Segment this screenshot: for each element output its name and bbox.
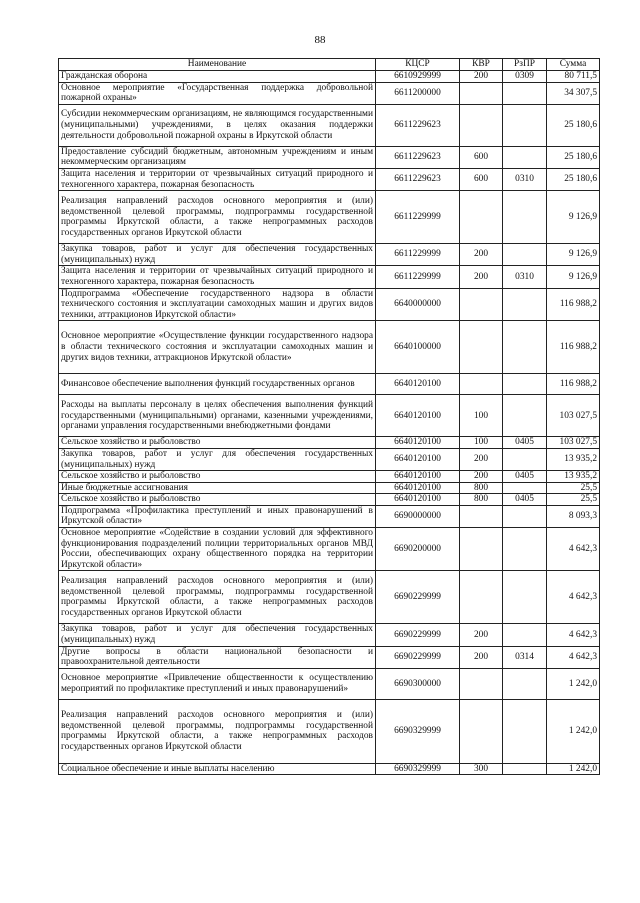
- table-row: [59, 494, 600, 506]
- cell-rzpr: [503, 244, 547, 266]
- cell-name: Основное мероприятие «Государственная поддержка добровольной пожарной охраны»: [59, 82, 376, 104]
- cell-sum: 25 180,6: [547, 146, 600, 168]
- cell-kvr: 200: [460, 71, 503, 83]
- table-row: [59, 168, 600, 190]
- cell-kvr: [460, 374, 503, 395]
- table-row: [59, 104, 600, 146]
- cell-kcsr: 6611229623: [376, 104, 460, 146]
- cell-rzpr: [503, 146, 547, 168]
- table-row: [59, 471, 600, 483]
- cell-name: Подпрограмма «Обеспечение государственного надзора в области технического состояния и эксплуатации самоходных машин и других видов техники, аттракционов Иркутской области»: [59, 288, 376, 321]
- cell-name: Защита населения и территории от чрезвычайных ситуаций природного и техногенного характера, пожарная безопасность: [59, 168, 376, 190]
- cell-name: Основное мероприятие «Привлечение общественности к осуществлению мероприятий по профилактике преступлений и иных правонарушений»: [59, 668, 376, 699]
- cell-name: Реализация направлений расходов основного мероприятия и (или) ведомственной целевой программы, подпрограммы государственной программы Иркутской области, а также непрограммных расходов государственных органов Иркутской области: [59, 699, 376, 763]
- cell-sum: 4 642,3: [547, 571, 600, 624]
- cell-sum: 25 180,6: [547, 168, 600, 190]
- table-row: [59, 244, 600, 266]
- header-name: Наименование: [59, 59, 376, 71]
- cell-kcsr: 6611200000: [376, 82, 460, 104]
- cell-kcsr: 6611229999: [376, 266, 460, 288]
- cell-rzpr: [503, 763, 547, 775]
- cell-kvr: 200: [460, 471, 503, 483]
- cell-name: Сельское хозяйство и рыболовство: [59, 437, 376, 449]
- cell-kvr: [460, 104, 503, 146]
- cell-kcsr: 6640120100: [376, 374, 460, 395]
- cell-rzpr: [503, 668, 547, 699]
- cell-kvr: 100: [460, 395, 503, 437]
- cell-kcsr: 6640120100: [376, 471, 460, 483]
- cell-sum: 1 242,0: [547, 668, 600, 699]
- cell-rzpr: [503, 448, 547, 470]
- cell-kvr: 200: [460, 646, 503, 668]
- cell-kcsr: 6640120100: [376, 437, 460, 449]
- cell-sum: 9 126,9: [547, 266, 600, 288]
- cell-kcsr: 6690000000: [376, 505, 460, 527]
- cell-kvr: 600: [460, 168, 503, 190]
- cell-name: Гражданская оборона: [59, 71, 376, 83]
- cell-rzpr: [503, 82, 547, 104]
- table-row: [59, 395, 600, 437]
- cell-name: Защита населения и территории от чрезвычайных ситуаций природного и техногенного характера, пожарная безопасность: [59, 266, 376, 288]
- table-row: [59, 288, 600, 321]
- table-row: [59, 146, 600, 168]
- table-row: [59, 763, 600, 775]
- cell-sum: 8 093,3: [547, 505, 600, 527]
- cell-kcsr: 6640120100: [376, 395, 460, 437]
- cell-sum: 103 027,5: [547, 437, 600, 449]
- cell-kvr: [460, 321, 503, 374]
- cell-kvr: 800: [460, 482, 503, 494]
- cell-rzpr: [503, 191, 547, 244]
- cell-sum: 4 642,3: [547, 528, 600, 571]
- cell-rzpr: [503, 571, 547, 624]
- cell-kcsr: 6640100000: [376, 321, 460, 374]
- cell-kvr: [460, 82, 503, 104]
- cell-sum: 103 027,5: [547, 395, 600, 437]
- cell-rzpr: [503, 104, 547, 146]
- cell-kcsr: 6640120100: [376, 482, 460, 494]
- cell-name: Основное мероприятие «Осуществление функции государственного надзора в области технического состояния и эксплуатации самоходных машин и других видов техники, аттракционов Иркутской области»: [59, 321, 376, 374]
- cell-sum: 116 988,2: [547, 374, 600, 395]
- cell-name: Закупка товаров, работ и услуг для обеспечения государственных (муниципальных) нужд: [59, 624, 376, 646]
- header-rzpr: РзПР: [503, 59, 547, 71]
- cell-kcsr: 6640000000: [376, 288, 460, 321]
- table-row: [59, 71, 600, 83]
- cell-kcsr: 6690200000: [376, 528, 460, 571]
- header-kvr: КВР: [460, 59, 503, 71]
- cell-name: Другие вопросы в области национальной безопасности и правоохранительной деятельности: [59, 646, 376, 668]
- cell-rzpr: [503, 288, 547, 321]
- table-row: [59, 437, 600, 449]
- cell-name: Основное мероприятие «Содействие в создании условий для эффективного функционирования подразделений полиции территориальных органов МВД России, обеспечивающих охрану общественного порядка на территории Иркутской области»: [59, 528, 376, 571]
- table-row: [59, 266, 600, 288]
- cell-sum: 116 988,2: [547, 288, 600, 321]
- cell-kvr: [460, 668, 503, 699]
- cell-kcsr: 6690229999: [376, 571, 460, 624]
- header-kcsr: КЦСР: [376, 59, 460, 71]
- cell-name: Реализация направлений расходов основного мероприятия и (или) ведомственной целевой программы, подпрограммы государственной программы Иркутской области, а также непрограммных расходов государственных органов Иркутской области: [59, 191, 376, 244]
- cell-kvr: [460, 699, 503, 763]
- cell-kvr: 300: [460, 763, 503, 775]
- cell-rzpr: 0405: [503, 471, 547, 483]
- table-row: [59, 528, 600, 571]
- cell-name: Реализация направлений расходов основного мероприятия и (или) ведомственной целевой программы, подпрограммы государственной программы Иркутской области, а также непрограммных расходов государственных органов Иркутской области: [59, 571, 376, 624]
- cell-name: Сельское хозяйство и рыболовство: [59, 494, 376, 506]
- table-row: [59, 699, 600, 763]
- cell-sum: 116 988,2: [547, 321, 600, 374]
- cell-sum: 1 242,0: [547, 763, 600, 775]
- table-row: [59, 646, 600, 668]
- cell-sum: 4 642,3: [547, 624, 600, 646]
- cell-sum: 9 126,9: [547, 191, 600, 244]
- cell-kcsr: 6611229999: [376, 244, 460, 266]
- cell-rzpr: [503, 395, 547, 437]
- page-number: 88: [314, 34, 326, 46]
- cell-sum: 4 642,3: [547, 646, 600, 668]
- cell-kvr: [460, 191, 503, 244]
- cell-name: Предоставление субсидий бюджетным, автономным учреждениям и иным некоммерческим организациям: [59, 146, 376, 168]
- cell-sum: 25,5: [547, 482, 600, 494]
- table-row: [59, 321, 600, 374]
- table-row: [59, 505, 600, 527]
- cell-kvr: 200: [460, 244, 503, 266]
- table-row: [59, 571, 600, 624]
- cell-kvr: 100: [460, 437, 503, 449]
- cell-name: Иные бюджетные ассигнования: [59, 482, 376, 494]
- cell-rzpr: [503, 624, 547, 646]
- cell-name: Субсидии некоммерческим организациям, не являющимся государственными (муниципальными) учреждениями, в целях оказания поддержки деятельности добровольной пожарной охраны в Иркутской области: [59, 104, 376, 146]
- cell-kcsr: 6690329999: [376, 763, 460, 775]
- cell-kvr: [460, 505, 503, 527]
- cell-sum: 13 935,2: [547, 471, 600, 483]
- cell-rzpr: [503, 699, 547, 763]
- cell-sum: 25,5: [547, 494, 600, 506]
- cell-kvr: [460, 288, 503, 321]
- cell-name: Расходы на выплаты персоналу в целях обеспечения выполнения функций государственными (муниципальными) органами, казенными учреждениями, органами управления государственными внебюджетными фондами: [59, 395, 376, 437]
- header-sum: Сумма: [547, 59, 600, 71]
- cell-name: Подпрограмма «Профилактика преступлений и иных правонарушений в Иркутской области»: [59, 505, 376, 527]
- cell-sum: 25 180,6: [547, 104, 600, 146]
- cell-sum: 34 307,5: [547, 82, 600, 104]
- cell-rzpr: [503, 505, 547, 527]
- cell-sum: 9 126,9: [547, 244, 600, 266]
- cell-kcsr: 6690229999: [376, 646, 460, 668]
- cell-name: Закупка товаров, работ и услуг для обеспечения государственных (муниципальных) нужд: [59, 448, 376, 470]
- cell-kvr: 200: [460, 448, 503, 470]
- table-row: [59, 448, 600, 470]
- cell-kcsr: 6690300000: [376, 668, 460, 699]
- cell-sum: 13 935,2: [547, 448, 600, 470]
- table-header-row: [59, 59, 600, 71]
- cell-rzpr: 0310: [503, 168, 547, 190]
- cell-name: Социальное обеспечение и иные выплаты населению: [59, 763, 376, 775]
- cell-name: Закупка товаров, работ и услуг для обеспечения государственных (муниципальных) нужд: [59, 244, 376, 266]
- cell-rzpr: 0310: [503, 266, 547, 288]
- cell-rzpr: [503, 321, 547, 374]
- cell-rzpr: [503, 528, 547, 571]
- table-row: [59, 191, 600, 244]
- cell-sum: 80 711,5: [547, 71, 600, 83]
- table-row: [59, 668, 600, 699]
- cell-kcsr: 6610929999: [376, 71, 460, 83]
- cell-kvr: 800: [460, 494, 503, 506]
- cell-kcsr: 6690329999: [376, 699, 460, 763]
- cell-rzpr: 0314: [503, 646, 547, 668]
- cell-rzpr: 0405: [503, 494, 547, 506]
- table-row: [59, 82, 600, 104]
- cell-sum: 1 242,0: [547, 699, 600, 763]
- cell-kcsr: 6640120100: [376, 494, 460, 506]
- budget-table: [58, 58, 600, 775]
- cell-kcsr: 6611229999: [376, 191, 460, 244]
- cell-kvr: [460, 528, 503, 571]
- cell-rzpr: [503, 482, 547, 494]
- table-body: [59, 71, 600, 775]
- table-row: [59, 374, 600, 395]
- cell-kvr: [460, 571, 503, 624]
- cell-kcsr: 6690229999: [376, 624, 460, 646]
- cell-rzpr: [503, 374, 547, 395]
- table-row: [59, 624, 600, 646]
- cell-kvr: 200: [460, 266, 503, 288]
- cell-kcsr: 6611229623: [376, 168, 460, 190]
- cell-kvr: 200: [460, 624, 503, 646]
- cell-kvr: 600: [460, 146, 503, 168]
- cell-name: Финансовое обеспечение выполнения функций государственных органов: [59, 374, 376, 395]
- cell-kcsr: 6611229623: [376, 146, 460, 168]
- cell-rzpr: 0405: [503, 437, 547, 449]
- cell-kcsr: 6640120100: [376, 448, 460, 470]
- table-row: [59, 482, 600, 494]
- cell-name: Сельское хозяйство и рыболовство: [59, 471, 376, 483]
- cell-rzpr: 0309: [503, 71, 547, 83]
